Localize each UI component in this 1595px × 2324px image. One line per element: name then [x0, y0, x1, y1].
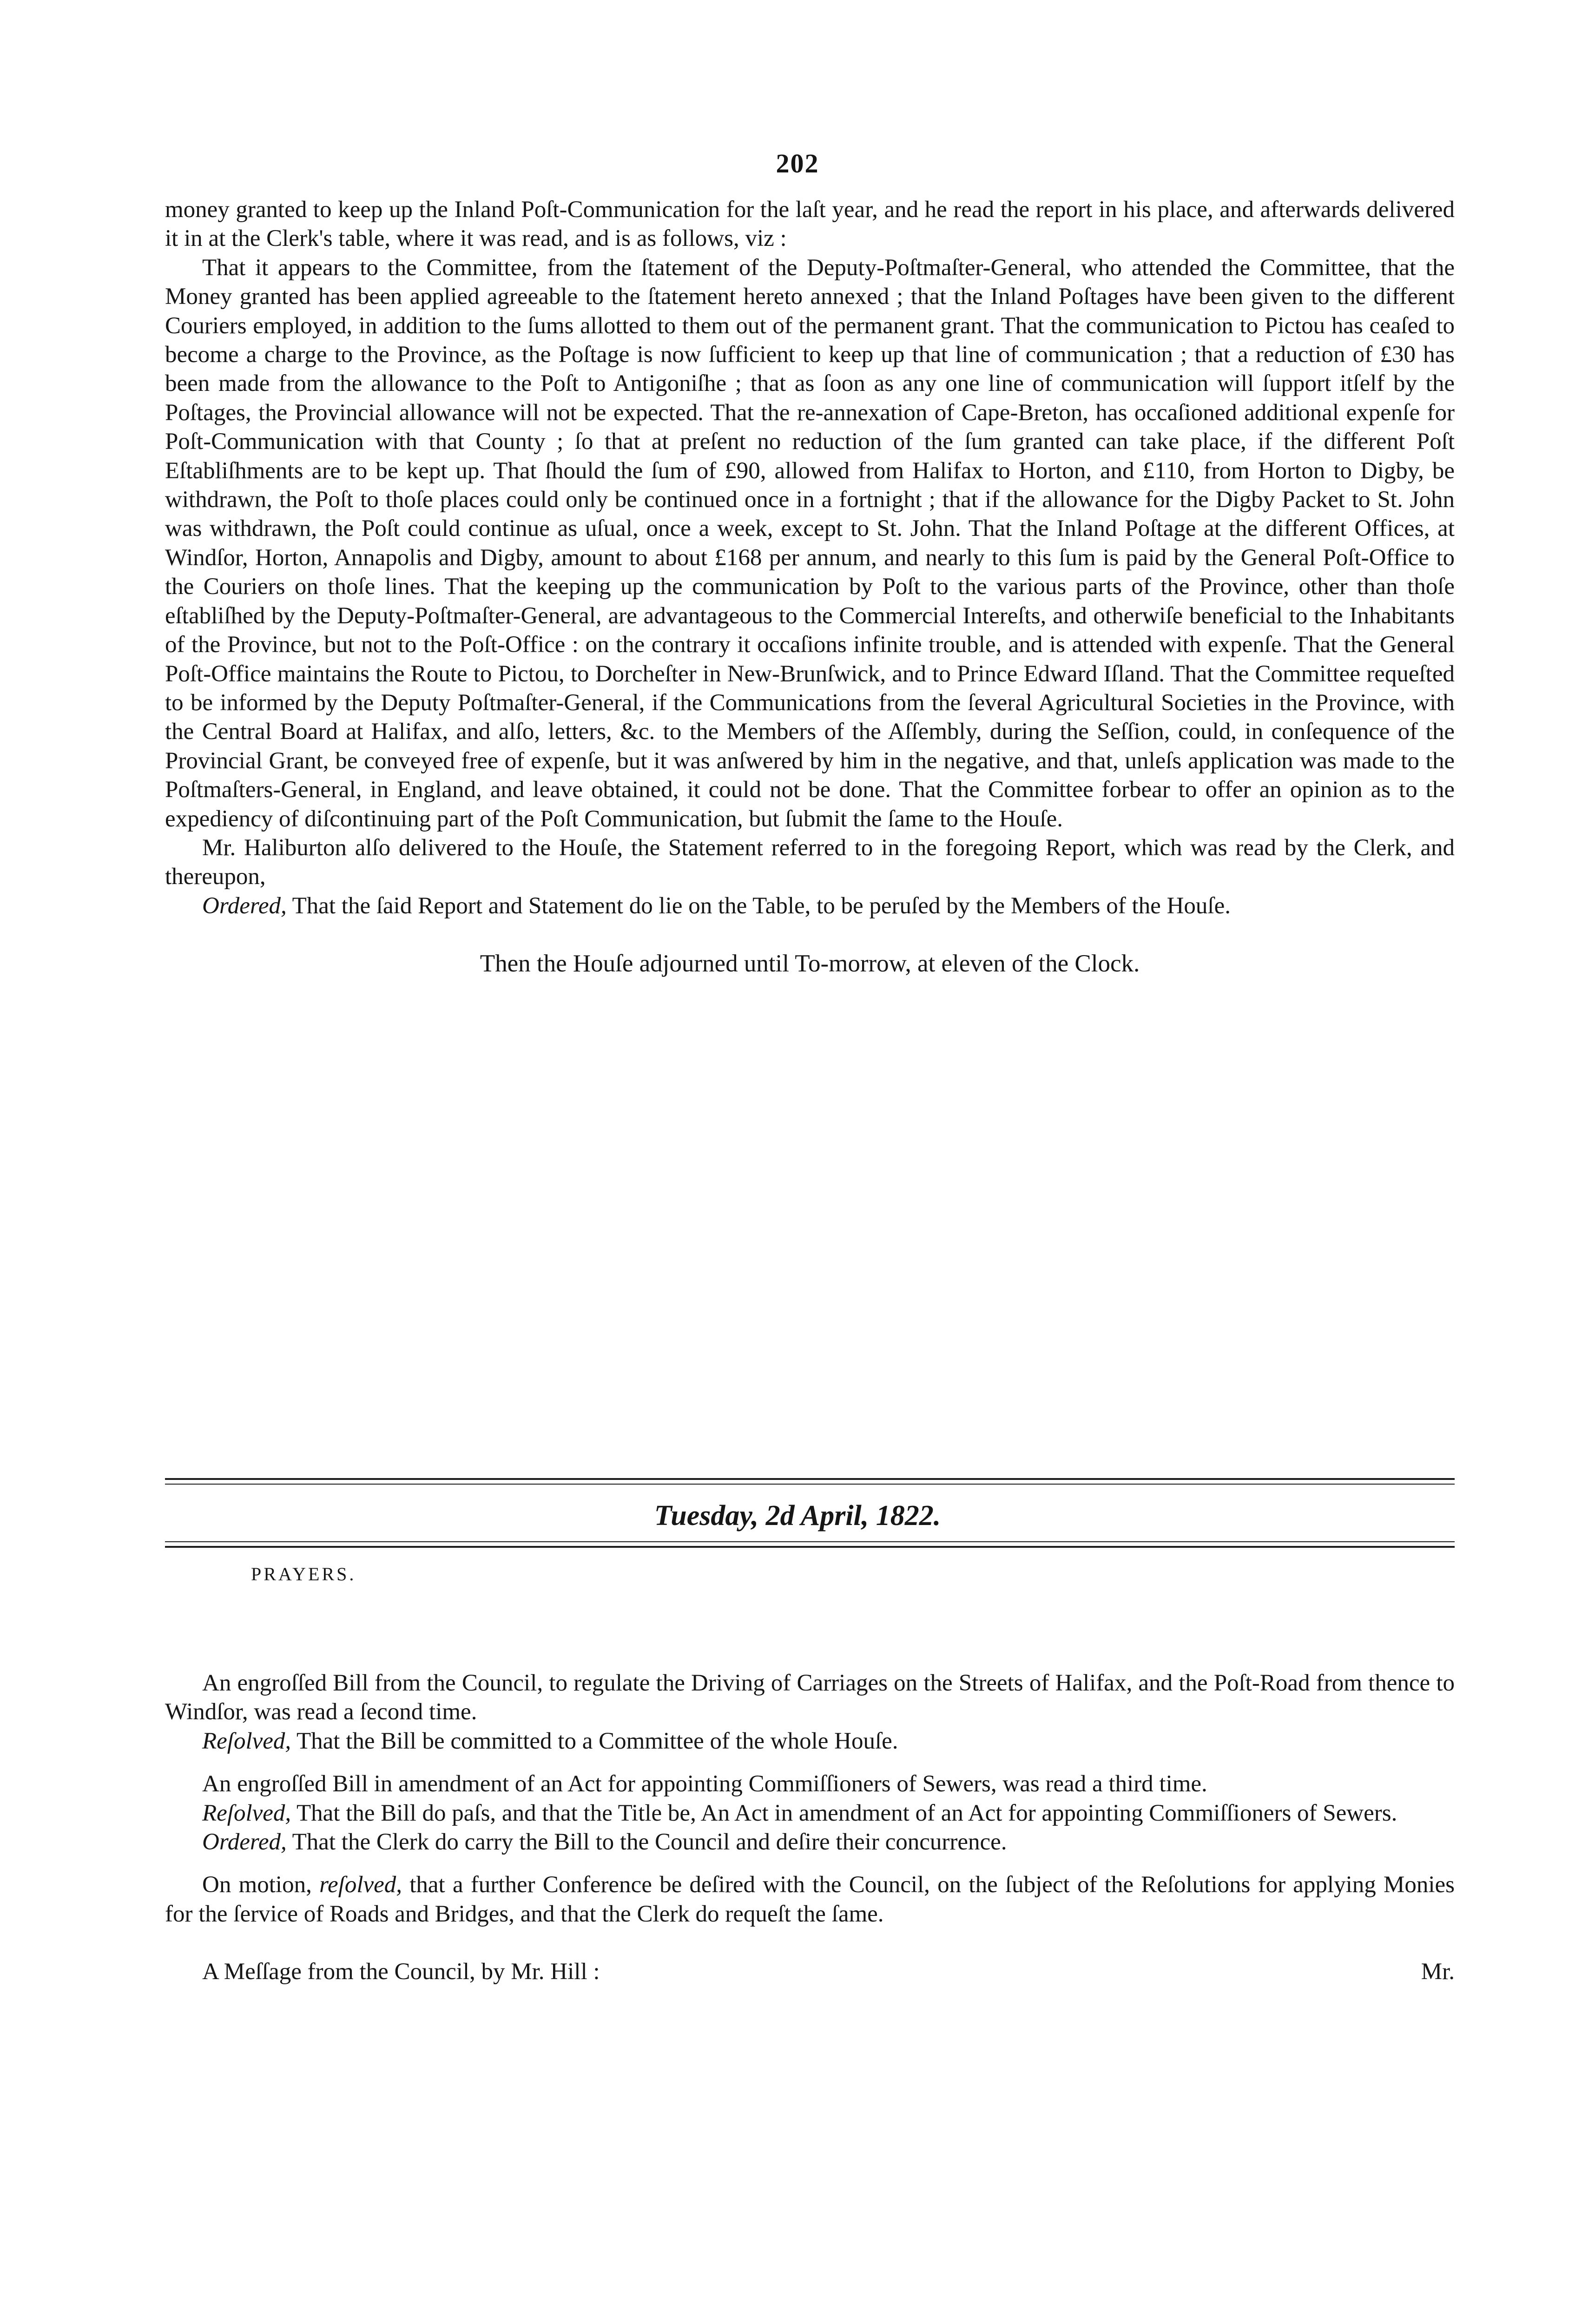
motion-text: that a further Conference be deſired with the Council, on the ſubject of the Reſolutions for applying Monies for the ſervice of Roads and Bridges, and that the Clerk do requeſt the ſame.	[165, 1872, 1455, 1927]
resolved-text: That the Bill be committed to a Committee of the whole Houſe.	[291, 1728, 898, 1754]
section-divider-top-inner	[165, 1484, 1455, 1485]
resolved-label: reſolved,	[319, 1872, 402, 1898]
adjournment-line: Then the Houſe adjourned until To-morrow, at eleven of the Clock.	[480, 950, 1140, 977]
ordered-text: That the Clerk do carry the Bill to the Council and deſire their concurrence.	[286, 1829, 1007, 1855]
ordered-label: Ordered,	[202, 892, 287, 919]
section-divider-bottom-outer	[165, 1546, 1455, 1548]
entry-carriages-bill: An engroſſed Bill from the Council, to regulate the Driving of Carriages on the Streets of Halifax, and the Poſt-Road from thence to Windſor, was read a ſecond time.	[165, 1670, 1455, 1725]
resolved-text: That the Bill do paſs, and that the Title be, An Act in amendment of an Act for appointing Commiſſioners of Sewers.	[291, 1800, 1397, 1826]
report-intro-paragraph: money granted to keep up the Inland Poſt-Communication for the laſt year, and he read the report in his place, and afterwards delivered it in at the Clerk's table, where it was read, and is as follows, viz :	[165, 197, 1455, 252]
entry-bill-pass-resolution	[165, 1799, 1455, 1828]
ordered-label: Ordered,	[202, 1829, 287, 1855]
resolved-label: Reſolved,	[202, 1800, 291, 1826]
ordered-text: That the ſaid Report and Statement do lie on the Table, to be peruſed by the Members of the Houſe.	[286, 892, 1231, 919]
entry-conference-motion	[165, 1870, 1455, 1928]
entry-sewers-bill: An engroſſed Bill in amendment of an Act for appointing Commiſſioners of Sewers, was read a third time.	[202, 1771, 1207, 1797]
entry-concurrence-order	[165, 1828, 1455, 1856]
date-heading: Tuesday, 2d April, 1822.	[654, 1500, 941, 1532]
proceedings-section	[165, 1669, 1455, 1987]
entry-committee-resolution	[165, 1727, 1455, 1756]
statement-paragraph: Mr. Haliburton alſo delivered to the Houſe, the Statement referred to in the foregoing Report, which was read by the Clerk, and thereupon,	[165, 834, 1455, 890]
committee-report-section	[165, 195, 1455, 978]
section-divider-bottom	[165, 1541, 1455, 1542]
page-number: 202	[776, 148, 819, 178]
entry-council-message	[165, 1957, 1455, 1986]
ordered-paragraph	[165, 891, 1455, 920]
message-text: A Meſſage from the Council, by Mr. Hill :	[202, 1959, 600, 1985]
section-divider-top	[165, 1478, 1455, 1480]
report-body-paragraph: That it appears to the Committee, from the ſtatement of the Deputy-Poſtmaſter-General, who attended the Committee, that the Money granted has been applied agreeable to the ſtatement hereto annexed ; that the Inland Poſtages have been given to the different Couriers employed, in addition to the ſums allotted to them out of the permanent grant. That the communication to Pictou has ceaſed to become a charge to the Province, as the Poſtage is now ſufficient to keep up that line of communication ; that a reduction of £30 has been made from the allowance to the Poſt to Antigoniſhe ; that as ſoon as any one line of communication will ſupport itſelf by the Poſtages, the Provincial allowance will not be expected. That the re-annexation of Cape-Breton, has occaſioned additional expenſe for Poſt-Communication with that County ; ſo that at preſent no reduction of the ſum granted can take place, if the different Poſt Eſtabliſhments are to be kept up. That ſhould the ſum of £90, allowed from Halifax to Horton, and £110, from Horton to Digby, be withdrawn, the Poſt to thoſe places could only be continued once in a fortnight ; that if the allowance for the Digby Packet to St. John was withdrawn, the Poſt could continue as uſual, once a week, except to St. John. That the Inland Poſtage at the different Offices, at Windſor, Horton, Annapolis and Digby, amount to about £168 per annum, and nearly to this ſum is paid by the General Poſt-Office to the Couriers on thoſe lines. That the keeping up the communication by Poſt to the various parts of the Province, other than thoſe eſtabliſhed by the Deputy-Poſtmaſter-General, are advantageous to the Commercial Intereſts, and otherwiſe beneficial to the Inhabitants of the Province, but not to the Poſt-Office : on the contrary it occaſions infinite trouble, and is attended with expenſe. That the General Poſt-Office maintains the Route to Pictou, to Dorcheſter in New-Brunſwick, and to Prince Edward Iſland. That the Committee requeſted to be informed by the Deputy Poſtmaſter-General, if the Communications from the ſeveral Agricultural Societies in the Province, with the Central Board at Halifax, and alſo, letters, &c. to the Members of the Aſſembly, during the Seſſion, could, in conſequence of the Provincial Grant, be conveyed free of expenſe, but it was anſwered by him in the negative, and that, unleſs application was made to the Poſtmaſters-General, in England, and leave obtained, it could not be done. That the Committee forbear to offer an opinion as to the expediency of diſcontinuing part of the Poſt Communication, but ſubmit the ſame to the Houſe.	[165, 254, 1455, 832]
catchword: Mr.	[1421, 1959, 1455, 1985]
motion-lead: On motion,	[202, 1872, 320, 1898]
prayers-label: PRAYERS.	[251, 1564, 356, 1585]
resolved-label: Reſolved,	[202, 1728, 291, 1754]
